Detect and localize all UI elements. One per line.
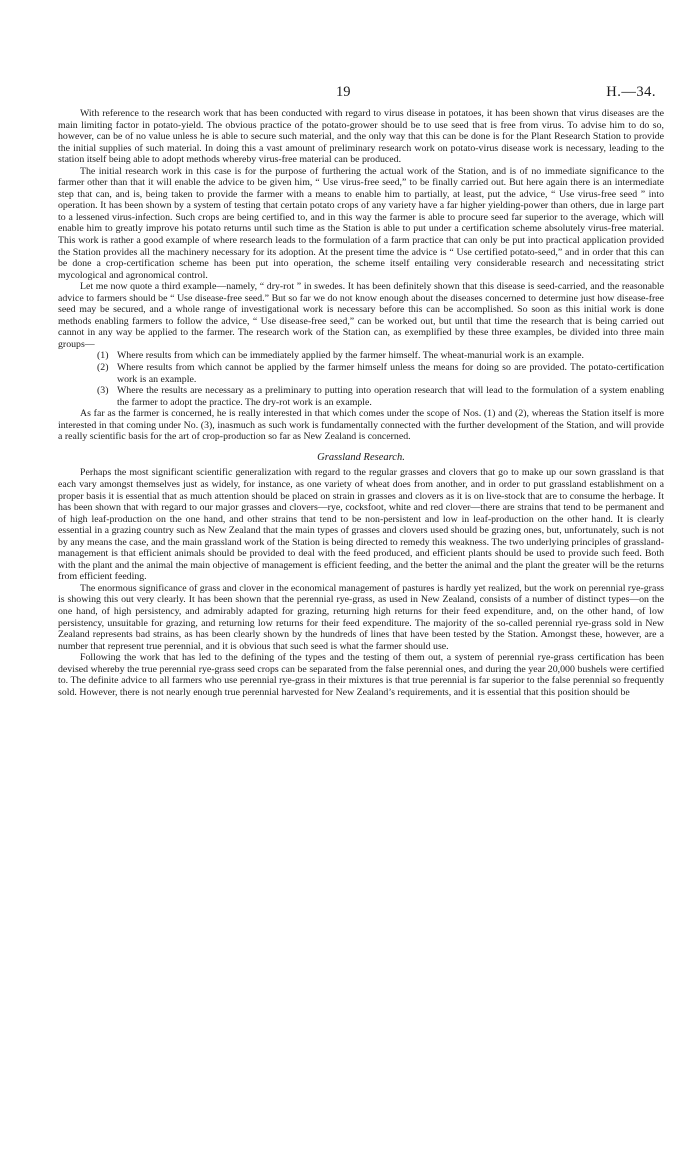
paragraph: Following the work that has led to the defining of the types and the testing of them out, a system of perennial rye-grass certification has been devised whereby the true perennial rye-grass seed crops can be separated from the false perennial ones, and during the year 20,000 bushels were certified to. The definite advice to all farmers who use perennial rye-grass in their mixtures is that true perennial is far superior to the false perennial so frequently sold. However, there is not nearly enough true perennial harvested for New Zealand’s requirements, and it is essential that this position should be [58,652,664,698]
paragraph: The enormous significance of grass and clover in the economical management of pastures is hardly yet realized, but the work on perennial rye-grass is showing this out very clearly. It has been shown that the perennial rye-grass, as used in New Zealand, consists of a number of distinct types—on the one hand, of high persistency, and admirably adapted for grazing, returning high returns for their feed expenditure, and, on the other hand, of low persistency, unsuitable for grazing, and returning low returns for their feed expenditure. The majority of the so-called perennial rye-grass sold in New Zealand represents bad strains, as has been clearly shown by the hundreds of lines that have been tested by the Station. Amongst these, however, are a number that represent true perennial, and it is obvious that such seed is what the farmer should use. [58,582,664,652]
paragraph: The initial research work in this case is for the purpose of furthering the actual work of the Station, and is of no immediate significance to the farmer other than that it will enable the advice to be given him, “ Use virus-free seed,” to be finally carried out. But here again there is an intermediate step that can, and is, being taken to provide the farmer with a means to enable him to partially, at least, put the advice, “ Use virus-free seed ” into operation. It has been shown by a system of testing that certain potato crops of any variety have a far higher yielding-power than others, due in large part to a lessened virus-infection. Such crops are being certified to, and in this way the farmer is able to procure seed far superior to the average, which will enable him to greatly improve his potato returns until such time as the Station is able to put under a certification scheme absolutely virus-free material. This work is rather a good example of where research leads to the formulation of a farm practice that can only be put into practical application provided the Station provides all the machinery necessary for its adoption. At the present time the advice is “ Use certified potato-seed,” and in order that this can be done a crop-certification scheme has been put into operation, the scheme itself entailing very considerable research and necessitating strict mycological and agronomical control. [58,165,664,281]
paragraph: As far as the farmer is concerned, he is really interested in that which comes under the scope of Nos. (1) and (2), whereas the Station itself is more interested in that coming under No. (3), inasmuch as such work is fundamentally connected with the further development of the Station, and will provide a really scientific basis for the art of crop-production so far as New Zealand is concerned. [58,408,664,443]
page-header [58,84,664,108]
list-item-text: Where results from which cannot be applied by the farmer himself unless the means for doing so are provided. The potato-certification work is an example. [117,362,664,385]
list-item [58,350,664,362]
list-item-number: (3) [97,385,109,397]
paragraph: Perhaps the most significant scientific generalization with regard to the regular grasses and clovers that go to make up our sown grassland is that each vary amongst themselves just as widely, for instance, as one variety of wheat does from another, and in order to put grassland establishment on a proper basis it is essential that as much attention should be placed on strain in grasses and clovers as it is on live-stock that are to consume the herbage. It has been shown that with regard to our major grasses and clovers—rye, cocksfoot, white and red clover—there are strains that tend to be permanent and of high leaf-production on the one hand, and other strains that tend to be non-persistent and low in leaf-production on the other hand. It is clearly essential in a grazing country such as New Zealand that the main types of grasses and clovers used should be grazing ones, but, unfortunately, such is not by any means the case, and the main grassland work of the Station is being directed to remedy this weakness. The two underlying principles of grassland-management is that efficient animals should be provided to deal with the feed produced, and efficient plants should be used to provide such feed. Both with the plant and the animal the main objective of management is efficient feeding, and the better the animal and the plant the greater will be the returns from efficient feeding. [58,467,664,583]
list-item [58,385,664,408]
list-item-number: (2) [97,362,109,374]
page-number: 19 [336,84,351,100]
list-item-text: Where the results are necessary as a preliminary to putting into operation research that will lead to the formulation of a system enabling the farmer to adopt the practice. The dry-rot work is an example. [117,385,664,408]
list-item [58,362,664,385]
paragraph: With reference to the research work that has been conducted with regard to virus disease in potatoes, it has been shown that virus diseases are the main limiting factor in potato-yield. The obvious practice of the potato-grower should be to use seed that is free from virus. To advise him to do so, however, can be of no value unless he is able to secure such material, and the only way that this can be done is for the Plant Research Station to provide the initial supplies of such material. In doing this a vast amount of preliminary research work on potato-virus disease work is necessary, leading to the station itself being able to adopt methods whereby virus-free material can be produced. [58,108,664,166]
section-heading: Grassland Research. [317,451,405,463]
list-item-number: (1) [97,350,109,362]
document-reference: H.—34. [606,84,656,100]
research-groups-list [58,350,664,408]
list-item-text: Where results from which can be immediately applied by the farmer himself. The wheat-manurial work is an example. [117,350,584,362]
paragraph: Let me now quote a third example—namely, “ dry-rot ” in swedes. It has been definitely shown that this disease is seed-carried, and the reasonable advice to farmers should be “ Use disease-free seed.” But so far we do not know enough about the diseases concerned to determine just how disease-free seed may be secured, and a whole range of investigational work is necessary before this can be accomplished. So soon as this initial work is done methods enabling farmers to follow the advice, “ Use disease-free seed,” can be worked out, but until that time the research that is being carried out cannot in any way be applied to the farmer. The research work of the Station can, as exemplified by these three examples, be divided into three main groups— [58,281,664,350]
body-text [58,108,664,698]
